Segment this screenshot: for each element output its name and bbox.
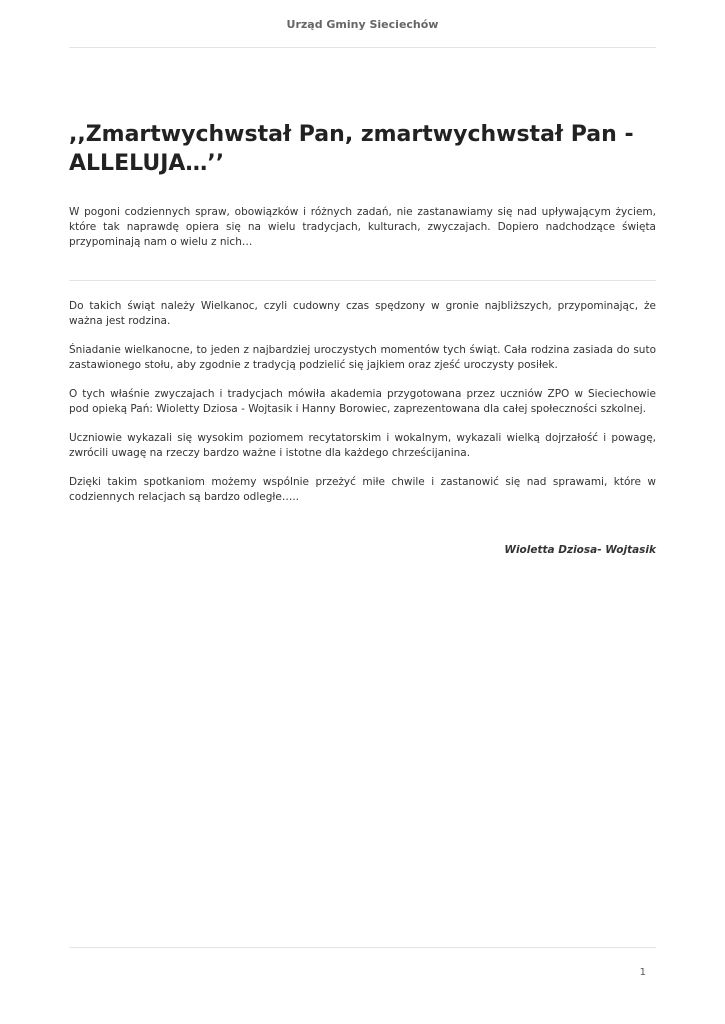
article-signature: Wioletta Dziosa- Wojtasik bbox=[504, 544, 656, 556]
footer-divider bbox=[69, 947, 656, 948]
article-paragraph: O tych właśnie zwyczajach i tradycjach mówiła akademia przygotowana przez uczniów ZPO w Sieciechowie pod opieką Pań: Wioletty Dziosa - Wojtasik i Hanny Borowiec, zaprezentowana dla całej społeczności szkolnej. bbox=[69, 388, 656, 415]
article-body bbox=[69, 299, 656, 519]
page-number: 1 bbox=[639, 967, 646, 978]
article-paragraph: Dzięki takim spotkaniom możemy wspólnie przeżyć miłe chwile i zastanowić się nad sprawami, które w codziennych relacjach są bardzo odległe….. bbox=[69, 476, 656, 503]
article-lead: W pogoni codziennych spraw, obowiązków i różnych zadań, nie zastanawiamy się nad upływającym życiem, które tak naprawdę opiera się na wielu tradycjach, kulturach, zwyczajach. Dopiero nadchodzące święta przypominają nam o wielu z nich… bbox=[69, 206, 656, 248]
article-paragraph: Śniadanie wielkanocne, to jeden z najbardziej uroczystych momentów tych świąt. Cała rodzina zasiada do suto zastawionego stołu, aby zgodnie z tradycją podzielić się jajkiem oraz zjeść uroczysty posiłek. bbox=[69, 344, 656, 371]
site-header-title: Urząd Gminy Sieciechów bbox=[286, 18, 439, 31]
lead-divider bbox=[69, 280, 656, 281]
article-title: ,,Zmartwychwstał Pan, zmartwychwstał Pan - ALLELUJA…’’ bbox=[69, 122, 634, 176]
header-divider bbox=[69, 47, 656, 48]
article-paragraph: Uczniowie wykazali się wysokim poziomem recytatorskim i wokalnym, wykazali wielką dojrzałość i powagę, zwrócili uwagę na rzeczy bardzo ważne i istotne dla każdego chrześcijanina. bbox=[69, 432, 656, 459]
article-paragraph: Do takich świąt należy Wielkanoc, czyli cudowny czas spędzony w gronie najbliższych, przypominając, że ważna jest rodzina. bbox=[69, 300, 656, 327]
